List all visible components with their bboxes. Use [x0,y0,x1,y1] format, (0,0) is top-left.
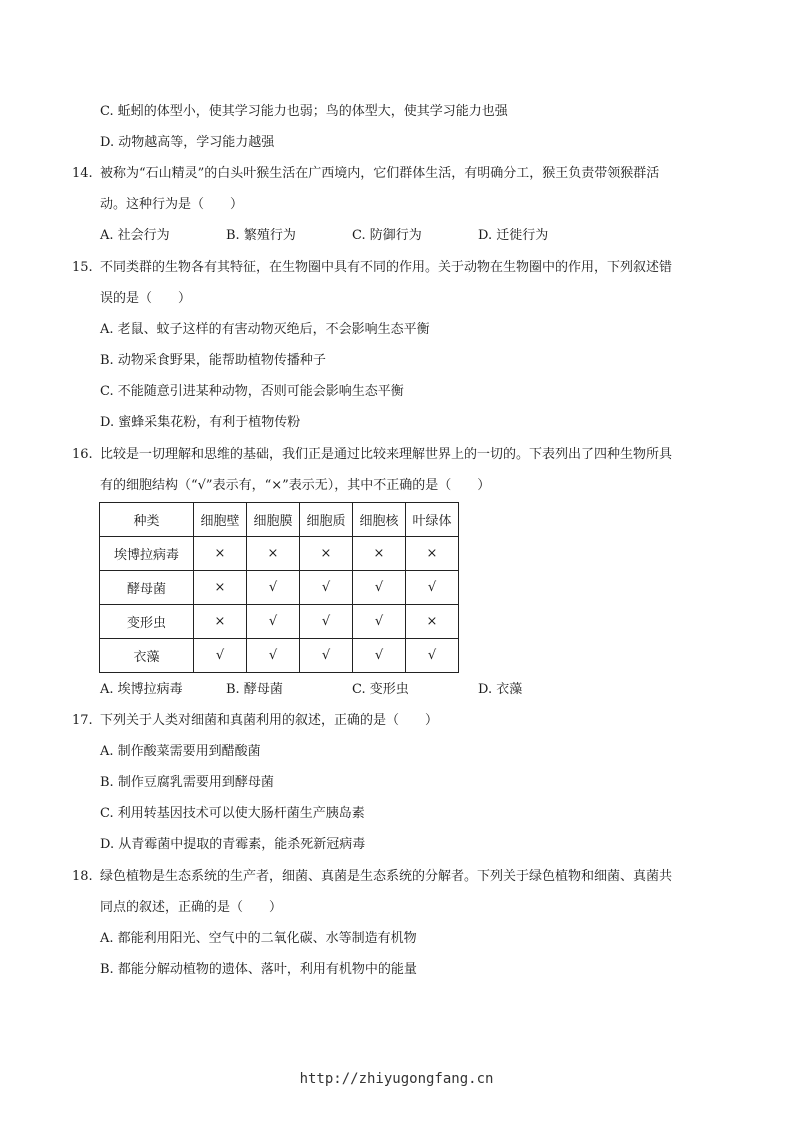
q14-stem-line1: 被称为“石山精灵”的白头叶猴生活在广西境内，它们群体生活，有明确分工，猴王负责带领猴群活 [100,166,660,181]
table-row [100,571,459,605]
table-cell: 变形虫 [100,605,194,639]
q18-number: 18. [72,869,93,884]
q14-option-c: C. 防御行为 [352,228,422,243]
table-row [100,639,459,673]
q14-number: 14. [72,166,93,181]
q16-option-c: C. 变形虫 [352,682,409,697]
table-cell: × [194,537,247,571]
table-cell: √ [406,571,459,605]
footer-url: http://zhiyugongfang.cn [299,1071,494,1087]
q16-option-b: B. 酵母菌 [226,682,283,697]
q14-stem-line2: 动。这种行为是（ ） [100,197,244,212]
q14-option-a: A. 社会行为 [100,228,170,243]
table-cell: × [300,537,353,571]
q17-number: 17. [72,713,93,728]
table-cell: 衣藻 [100,639,194,673]
table-cell: × [247,537,300,571]
table-cell: × [353,537,406,571]
table-row [100,537,459,571]
q16-option-a: A. 埃博拉病毒 [100,682,183,697]
q15-option-c: C. 不能随意引进某种动物，否则可能会影响生态平衡 [100,384,404,399]
table-cell: √ [247,639,300,673]
q14-option-b: B. 繁殖行为 [226,228,296,243]
q17-option-b: B. 制作豆腐乳需要用到酵母菌 [100,775,274,790]
table-cell: √ [300,571,353,605]
q17-option-c: C. 利用转基因技术可以使大肠杆菌生产胰岛素 [100,806,365,821]
q15-number: 15. [72,260,93,275]
q15-stem-line2: 误的是（ ） [100,291,192,306]
table-cell: √ [247,571,300,605]
table-header-cell: 种类 [100,503,194,537]
table-header-cell: 细胞质 [300,503,353,537]
table-cell: × [194,605,247,639]
table-cell: √ [194,639,247,673]
table-cell: √ [247,605,300,639]
q14-option-d: D. 迁徙行为 [478,228,549,243]
q15-option-a: A. 老鼠、蚊子这样的有害动物灭绝后，不会影响生态平衡 [100,322,430,337]
q17-option-d: D. 从青霉菌中提取的青霉素，能杀死新冠病毒 [100,837,366,852]
q16-number: 16. [72,447,93,462]
q18-stem-line1: 绿色植物是生态系统的生产者，细菌、真菌是生态系统的分解者。下列关于绿色植物和细菌、真菌共 [100,869,673,884]
table-cell: √ [300,639,353,673]
table-cell: √ [353,639,406,673]
q18-stem-line2: 同点的叙述，正确的是（ ） [100,900,283,915]
table-header-cell: 叶绿体 [406,503,459,537]
q15-option-d: D. 蜜蜂采集花粉，有利于植物传粉 [100,415,301,430]
table-header-cell: 细胞壁 [194,503,247,537]
q17-stem-line1: 下列关于人类对细菌和真菌利用的叙述，正确的是（ ） [100,713,439,728]
table-header-row [100,503,459,537]
q16-option-d: D. 衣藻 [478,682,523,697]
q13-option-c: C. 蚯蚓的体型小，使其学习能力也弱；鸟的体型大，使其学习能力也强 [100,104,508,119]
q18-option-b: B. 都能分解动植物的遗体、落叶，利用有机物中的能量 [100,962,417,977]
table-cell: √ [353,571,406,605]
table-cell: × [406,605,459,639]
table-row [100,605,459,639]
q15-stem-line1: 不同类群的生物各有其特征，在生物圈中具有不同的作用。关于动物在生物圈中的作用，下列叙述错 [100,260,673,275]
q16-stem-line1: 比较是一切理解和思维的基础，我们正是通过比较来理解世界上的一切的。下表列出了四种生物所具 [100,447,673,462]
q18-option-a: A. 都能利用阳光、空气中的二氧化碳、水等制造有机物 [100,931,417,946]
table-cell: √ [300,605,353,639]
table-cell: 埃博拉病毒 [100,537,194,571]
q16-options [100,681,660,699]
cell-structure-table [99,502,459,673]
table-cell: × [194,571,247,605]
table-cell: √ [406,639,459,673]
q13-option-d: D. 动物越高等，学习能力越强 [100,135,275,150]
q15-option-b: B. 动物采食野果，能帮助植物传播种子 [100,353,326,368]
table-header-cell: 细胞核 [353,503,406,537]
table-cell: √ [353,605,406,639]
q16-stem-line2: 有的细胞结构（“√”表示有，“×”表示无），其中不正确的是（ ） [100,478,491,493]
table-cell: × [406,537,459,571]
q14-options [100,227,660,245]
q17-option-a: A. 制作酸菜需要用到醋酸菌 [100,744,261,759]
table-header-cell: 细胞膜 [247,503,300,537]
table-cell: 酵母菌 [100,571,194,605]
